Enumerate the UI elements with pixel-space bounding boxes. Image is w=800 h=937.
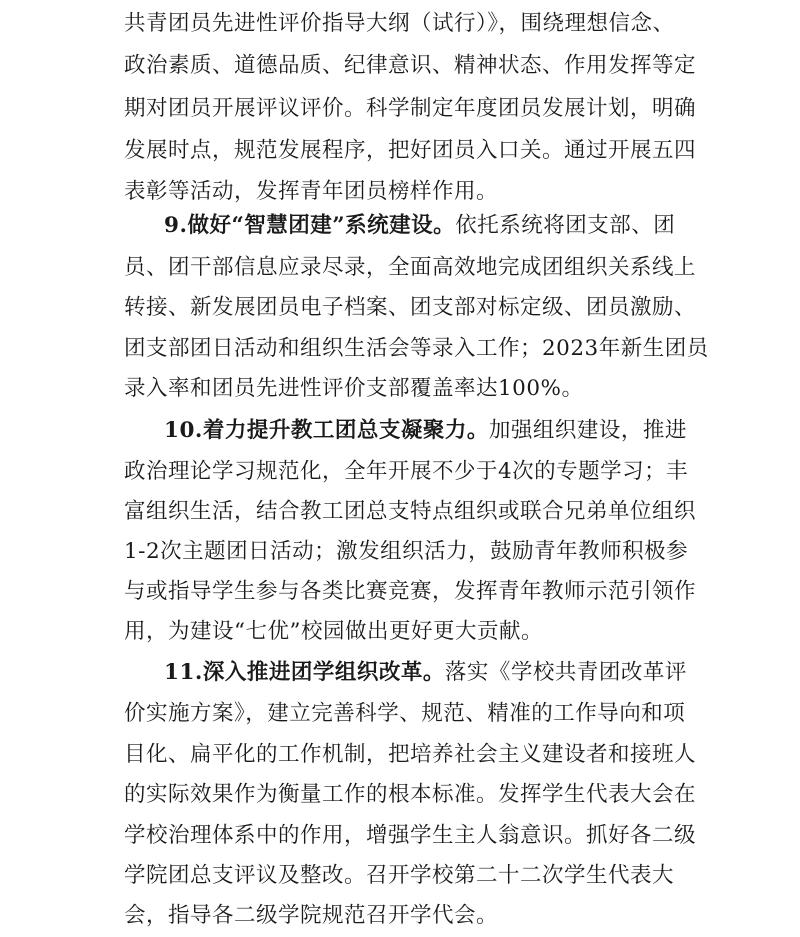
line-text: 发展时点，规范发展程序，把好团员入口关。通过开展五四 — [124, 138, 697, 163]
line-text: 富组织生活，结合教工团总支特点组织或联合兄弟单位组织 — [124, 499, 697, 524]
text-line — [0, 612, 800, 652]
line-text: 目化、扁平化的工作机制，把培养社会主义建设者和接班人 — [124, 742, 697, 767]
text-line — [0, 4, 800, 44]
text-line — [0, 532, 800, 572]
text-line — [0, 775, 800, 815]
text-line — [0, 452, 800, 492]
line-text: 1-2次主题团日活动；激发组织活力，鼓励青年教师积极参 — [124, 539, 689, 564]
line-text: 表彰等活动，发挥青年团员榜样作用。 — [124, 179, 499, 204]
text-line — [0, 131, 800, 171]
text-line — [0, 735, 800, 775]
line-text: 政治素质、道德品质、纪律意识、精神状态、作用发挥等定 — [124, 53, 697, 78]
line-text: 用，为建设“七优”校园做出更好更大贡献。 — [124, 619, 543, 644]
item-10-title: 10.着力提升教工团总支凝聚力。 — [164, 418, 489, 443]
line-text: 期对团员开展评议评价。科学制定年度团员发展计划，明确 — [124, 96, 697, 121]
text-line — [0, 329, 800, 369]
text-line — [0, 694, 800, 734]
text-line — [0, 369, 800, 409]
line-text: 员、团干部信息应录尽录，全面高效地完成团组织关系线上 — [124, 255, 697, 280]
item-11-title: 11.深入推进团学组织改革。 — [164, 660, 445, 685]
text-line — [0, 288, 800, 328]
text-line — [0, 248, 800, 288]
text-line — [0, 896, 800, 936]
paragraph-9-heading — [0, 206, 800, 246]
item-9-title: 9.做好“智慧团建”系统建设。 — [164, 213, 456, 238]
text-line — [0, 89, 800, 129]
line-text: 依托系统将团支部、团 — [455, 213, 676, 238]
line-text: 加强组织建设，推进 — [488, 418, 687, 443]
line-text: 政治理论学习规范化，全年开展不少于4次的专题学习；丰 — [124, 459, 689, 484]
line-text: 录入率和团员先进性评价支部覆盖率达100%。 — [124, 376, 584, 401]
line-text: 的实际效果作为衡量工作的根本标准。发挥学生代表大会在 — [124, 782, 697, 807]
line-text: 价实施方案》，建立完善科学、规范、精准的工作导向和项 — [124, 701, 686, 726]
line-text: 团支部团日活动和组织生活会等录入工作；2023年新生团员 — [124, 336, 709, 361]
text-line — [0, 856, 800, 896]
text-line — [0, 492, 800, 532]
text-line — [0, 46, 800, 86]
line-text: 转接、新发展团员电子档案、团支部对标定级、团员激励、 — [124, 295, 697, 320]
text-line — [0, 572, 800, 612]
line-text: 与或指导学生参与各类比赛竞赛，发挥青年教师示范引领作 — [124, 579, 697, 604]
paragraph-10-heading — [0, 411, 800, 451]
line-text: 共青团员先进性评价指导大纲（试行）》，围绕理想信念、 — [124, 11, 675, 36]
line-text: 落实《学校共青团改革评 — [444, 660, 687, 685]
paragraph-11-heading — [0, 653, 800, 693]
text-line — [0, 816, 800, 856]
line-text: 会，指导各二级学院规范召开学代会。 — [124, 903, 499, 928]
line-text: 学校治理体系中的作用，增强学生主人翁意识。抓好各二级 — [124, 823, 697, 848]
line-text: 学院团总支评议及整改。召开学校第二十二次学生代表大 — [124, 863, 675, 888]
